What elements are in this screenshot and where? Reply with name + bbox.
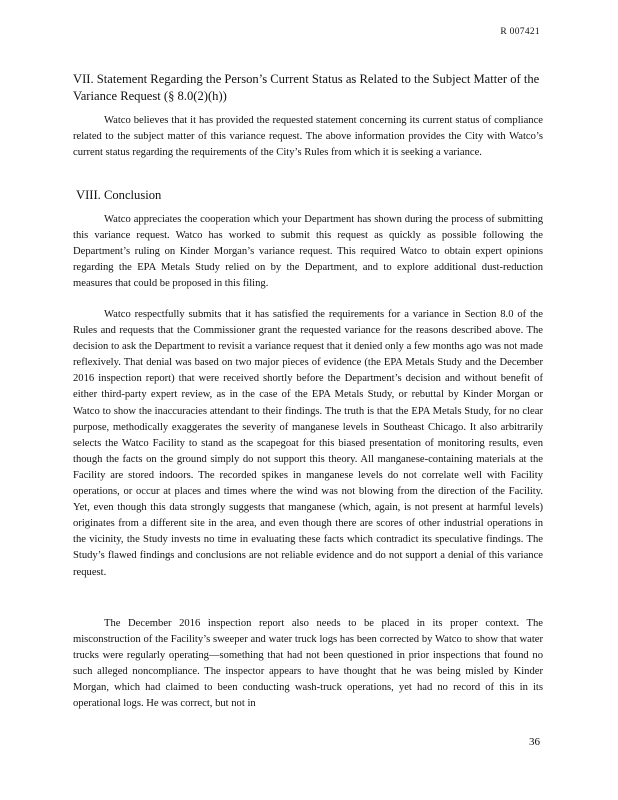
section-heading-viii: VIII. Conclusion — [76, 188, 162, 202]
paragraph-status: Watco believes that it has provided the requested statement concerning its current status of compliance related to the subject matter of this variance request. The above information provides the City with Watco’s current status regarding the requirements of the City’s Rules from which it is seeking a variance. — [73, 115, 543, 159]
paragraph-request: Watco respectfully submits that it has satisfied the requirements for a variance in Section 8.0 of the Rules and requests that the Commissioner grant the requested variance for the reasons described above. The decision to ask the Department to revisit a variance request that it denied only a few months ago was not made reflexively. That denial was based on two major pieces of evidence (the EPA Metals Study and the December 2016 inspection report) that were received shortly before the Department’s decision and without benefit of either third-party expert review, as in the case of the EPA Metals Study, or rebuttal by Kinder Morgan or Watco to show the inaccuracies attendant to their findings. The truth is that the EPA Metals Study, for no clear purpose, methodically exaggerates the severity of manganese levels in Southeast Chicago. It also arbitrarily selects the Watco Facility to stand as the scapegoat for this biased presentation of monitoring results, even though the facts on the ground simply do not support this theory. All manganese-containing materials at the Facility are stored indoors. The recorded spikes in manganese levels do not correlate well with Facility operations, or occur at places and times where the wind was not blowing from the direction of the Facility. Yet, even though this data strongly suggests that manganese (which, again, is not present at harmful levels) originates from a different site in the area, and even though there are scores of other industrial operations in the vicinity, the Study invests no time in evaluating these facts which contradict its speculative findings. The Study’s flawed findings and conclusions are not reliable evidence and do not support a denial of this variance request. — [73, 309, 543, 578]
page-number: 36 — [529, 736, 540, 748]
bates-number: R 007421 — [500, 27, 540, 37]
section-heading-vii: VII. Statement Regarding the Person’s Current Status as Related to the Subject Matter of the Variance Request (§ 8.0(2)(h)) — [73, 72, 540, 103]
paragraph-inspection-report: The December 2016 inspection report also needs to be placed in its proper context. The misconstruction of the Facility’s sweeper and water truck logs has been corrected by Watco to show that water trucks were regularly operating—something that had not been questioned in prior inspections that found no such alleged noncompliance. The inspector appears to have thought that he was being misled by Kinder Morgan, which had claimed to been conducting wash-truck operations, yet had no record of this in its operational logs. He was correct, but not in — [73, 618, 543, 710]
paragraph-appreciation: Watco appreciates the cooperation which your Department has shown during the process of submitting this variance request. Watco has worked to submit this request as quickly as possible following the Department’s ruling on Kinder Morgan’s variance request. This required Watco to obtain expert opinions regarding the EPA Metals Study relied on by the Department, and to explore additional dust-reduction measures that could be proposed in this filing. — [73, 214, 543, 290]
